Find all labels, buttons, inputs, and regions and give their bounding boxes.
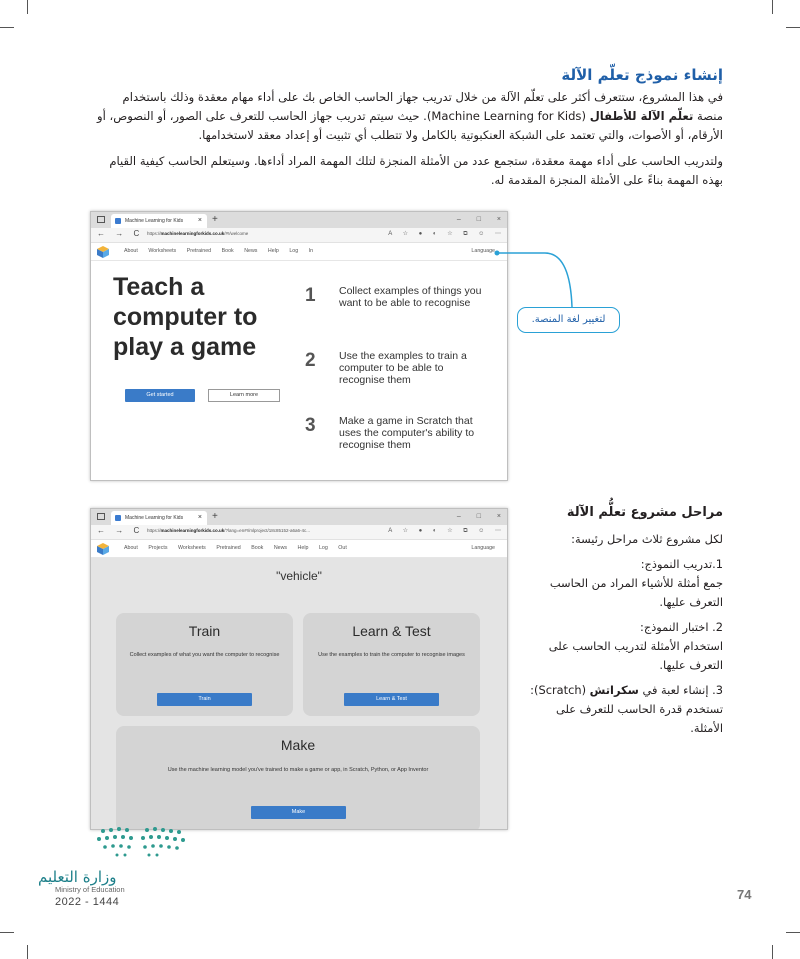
intro-line-1: في هذا المشروع، ستتعرف أكثر على تعلّم الآلة من خلال تدريب جهاز الحاسب الخاص بك على أداء مهام معقدة وذلك باستخدام — [122, 90, 723, 104]
language-callout: لتغيير لغة المنصة. — [517, 307, 620, 333]
stage-1-head: 1.تدريب النموذج: — [640, 557, 723, 571]
url-host: machinelearningforkids.co.uk — [160, 528, 225, 533]
favicon-icon — [115, 218, 121, 224]
make-title: Make — [280, 737, 316, 753]
url-field[interactable] — [147, 528, 310, 533]
stage-2-body-a: استخدام الأمثلة لتدريب الحاسب على — [548, 639, 723, 653]
browser-window-welcome — [90, 211, 508, 481]
learn-test-button[interactable]: Learn & Test — [344, 693, 439, 706]
browser-tools-icon[interactable]: A ☆ ● ◐ ☆ ⧉ ☺ ⋯ — [388, 231, 501, 237]
scratch-name: سكراتش — [589, 683, 639, 697]
learn-more-button[interactable]: Learn more — [208, 389, 280, 402]
stage-3-head-pre: 3. إنشاء لعبة في — [638, 683, 723, 697]
nav-book[interactable]: Book — [251, 545, 264, 551]
language-selector[interactable]: Language — [471, 248, 495, 254]
make-button[interactable]: Make — [251, 806, 346, 819]
nav-worksheets[interactable]: Worksheets — [177, 545, 206, 551]
address-bar — [91, 228, 507, 243]
nav-help[interactable]: Help — [297, 545, 309, 551]
intro-line-2-post: (Machine Learning for Kids). حيث سيتم تدريب جهاز الحاسب للتعرف على الصور، أو النصوص، أو — [97, 109, 590, 123]
browser-tab[interactable] — [111, 214, 207, 228]
url-prefix: https:// — [147, 528, 161, 533]
tab-bar — [91, 212, 507, 228]
intro-line-2-pre: منصة — [693, 109, 723, 123]
nav-help[interactable]: Help — [267, 248, 279, 254]
site-nav — [91, 540, 507, 558]
ministry-logo-icon — [95, 825, 190, 863]
browser-tools-icon[interactable]: A ☆ ● ◐ ☆ ⧉ ☺ ⋯ — [388, 528, 501, 534]
nav-arrows-icon[interactable]: ← → C — [97, 229, 140, 238]
stage-3-head — [498, 681, 723, 700]
site-nav-links — [124, 545, 347, 551]
stages-list — [498, 530, 723, 738]
nav-worksheets[interactable]: Worksheets — [148, 248, 177, 254]
new-tab-icon[interactable]: + — [212, 511, 218, 522]
intro-line-3: الأرقام، أو الأصوات، والتي تعتمد على الشبكة العنكبوتية بالكامل ولا تتطلب أي تثبيت أو إعداد معقد لاستخدامها. — [198, 128, 723, 142]
learn-test-title: Learn & Test — [352, 623, 431, 639]
address-bar — [91, 525, 507, 540]
language-selector[interactable]: Language — [471, 545, 495, 551]
stage-1-body-a: جمع أمثلة للأشياء المراد من الحاسب — [549, 576, 723, 590]
make-card — [116, 726, 480, 830]
new-tab-icon[interactable]: + — [212, 214, 218, 225]
url-host: machinelearningforkids.co.uk — [160, 231, 225, 236]
close-tab-icon[interactable]: × — [197, 217, 202, 224]
nav-book[interactable]: Book — [221, 248, 234, 254]
stage-1-body-b: التعرف عليها. — [659, 595, 723, 609]
step-text: Collect examples of things you want to be able to recognise — [339, 285, 482, 309]
stage-2-head: 2. اختبار النموذج: — [640, 620, 723, 634]
site-nav-links — [124, 248, 313, 254]
learn-test-description: Use the examples to train the computer to recognise images — [318, 652, 465, 658]
crop-mark — [786, 932, 800, 933]
stages-title: مراحل مشروع تعلُّم الآلة — [566, 505, 723, 520]
nav-pretrained[interactable]: Pretrained — [186, 248, 212, 254]
step-number: 3 — [305, 415, 316, 436]
nav-projects[interactable]: Projects — [148, 545, 168, 551]
train-button[interactable]: Train — [157, 693, 252, 706]
train-card — [116, 613, 293, 716]
browser-window-project — [90, 508, 508, 830]
train-description: Collect examples of what you want the computer to recognise — [129, 652, 280, 658]
site-nav — [91, 243, 507, 261]
training-line-1: ولتدريب الحاسب على أداء مهمة معقدة، ستجمع عدد من الأمثلة المنجزة لتلك المهمة المراد أداءها. وسيتعلم الحاسب كيفية القيام — [109, 154, 723, 168]
page-number: 74 — [737, 887, 752, 902]
window-controls[interactable]: – □ × — [456, 513, 501, 520]
step-number: 1 — [305, 285, 316, 306]
crop-mark — [27, 0, 28, 14]
mlfk-logo-icon[interactable] — [97, 246, 109, 258]
nav-about[interactable]: About — [124, 248, 138, 254]
nav-news[interactable]: News — [244, 248, 258, 254]
step-text: Make a game in Scratch that uses the computer's ability to recognise them — [339, 415, 475, 451]
stage-3-body-a: تستخدم قدرة الحاسب للتعرف على — [555, 702, 723, 716]
nav-about[interactable]: About — [124, 545, 138, 551]
favicon-icon — [115, 515, 121, 521]
tab-title: Machine Learning for Kids — [125, 515, 184, 521]
intro-paragraph — [73, 88, 723, 145]
tab-bar — [91, 509, 507, 525]
crop-mark — [786, 27, 800, 28]
nav-pretrained[interactable]: Pretrained — [216, 545, 241, 551]
nav-arrows-icon[interactable]: ← → C — [97, 526, 140, 535]
ministry-name-en: Ministry of Education — [55, 885, 125, 894]
ministry-name-ar: وزارة التعليم — [38, 868, 117, 886]
tab-actions-icon[interactable] — [97, 513, 105, 520]
learn-test-card — [303, 613, 480, 716]
step-text: Use the examples to train a computer to be able to recognise them — [339, 350, 467, 386]
crop-mark — [27, 945, 28, 959]
close-tab-icon[interactable]: × — [197, 514, 202, 521]
train-title: Train — [188, 623, 221, 639]
project-body — [91, 558, 507, 830]
mlfk-logo-icon[interactable] — [97, 543, 109, 555]
edition-year: 2022 - 1444 — [55, 896, 120, 908]
nav-news[interactable]: News — [273, 545, 288, 551]
crop-mark — [0, 932, 14, 933]
url-field[interactable] — [147, 231, 248, 236]
window-controls[interactable]: – □ × — [456, 216, 501, 223]
make-description: Use the machine learning model you've trained to make a game or app, in Scratch, Python, or App Inventor — [167, 767, 429, 773]
step-number: 2 — [305, 350, 316, 371]
stage-2-body-b: التعرف عليها. — [659, 658, 723, 672]
project-name: "vehicle" — [276, 569, 322, 583]
stages-intro: لكل مشروع ثلاث مراحل رئيسة: — [571, 532, 723, 546]
platform-name: تعلّم الآلة للأطفال — [589, 109, 694, 123]
nav-login[interactable]: Log In — [289, 248, 314, 254]
training-line-2: بهذه المهمة بناءً على الأمثلة المنجزة المقدمة له. — [490, 173, 723, 187]
tab-title: Machine Learning for Kids — [125, 218, 184, 224]
section-title: إنشاء نموذج تعلّم الآلة — [561, 66, 723, 84]
crop-mark — [0, 27, 14, 28]
browser-tab[interactable] — [111, 511, 207, 525]
get-started-button[interactable]: Get started — [125, 389, 195, 402]
url-path: /#!/welcome — [224, 231, 249, 236]
url-path: /?lang=en#!/mlproject/18c85152-a6a6-4c... — [224, 528, 310, 533]
stage-3-body-b: الأمثلة. — [690, 721, 723, 735]
training-paragraph — [73, 152, 723, 190]
intro-line-2 — [73, 107, 723, 126]
tab-actions-icon[interactable] — [97, 216, 105, 223]
nav-logout[interactable]: Log Out — [318, 545, 347, 551]
hero-title: Teach a computer to play a game — [113, 273, 258, 361]
crop-mark — [772, 0, 773, 14]
stage-3-head-post: (Scratch): — [530, 683, 590, 697]
crop-mark — [772, 945, 773, 959]
url-prefix: https:// — [147, 231, 161, 236]
